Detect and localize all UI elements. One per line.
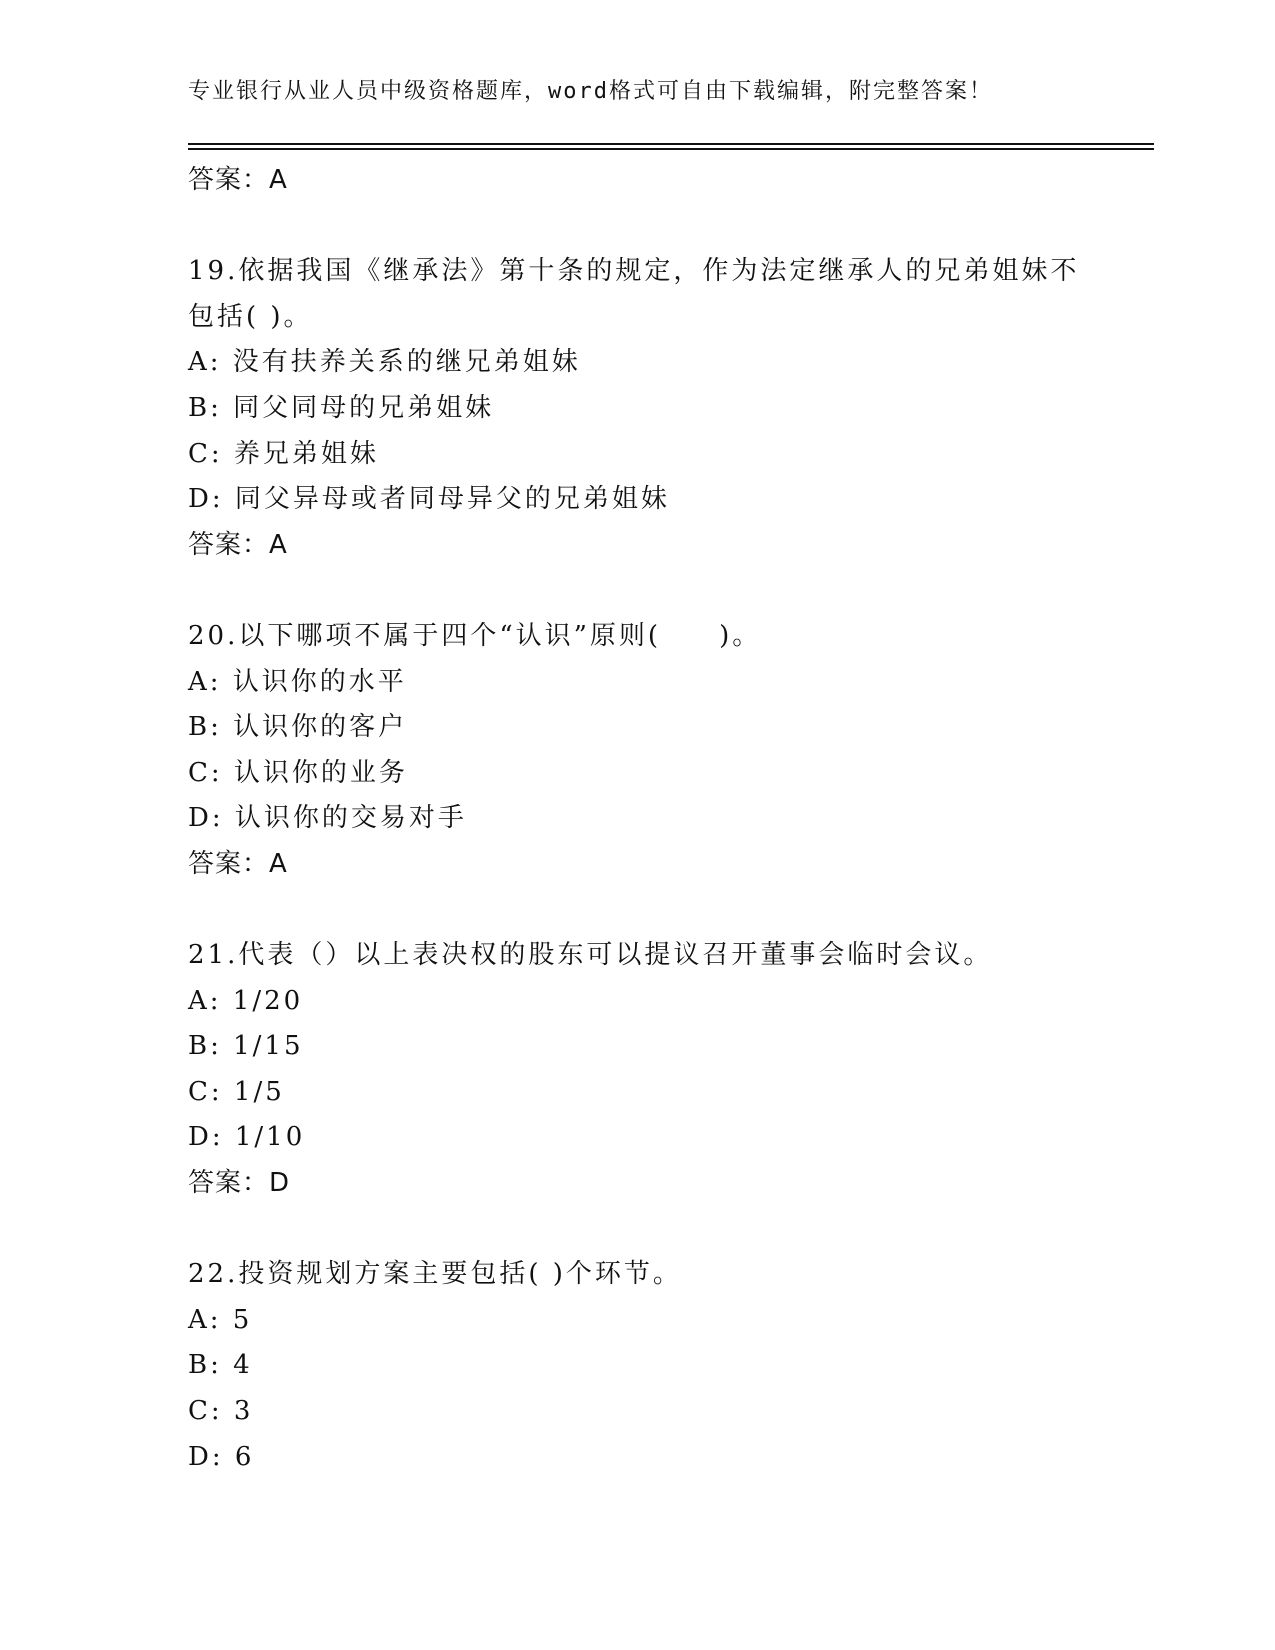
header-divider-top [188,143,1154,145]
question-content [188,158,1128,1480]
question-block [188,614,1128,888]
question-block [188,249,1128,568]
option-b: B: 同父同母的兄弟姐妹 [188,392,495,423]
option-a: A: 5 [188,1304,253,1335]
option-d: D: 6 [188,1441,255,1472]
option-b: B: 4 [188,1350,253,1381]
option-a: A: 没有扶养关系的继兄弟姐妹 [188,347,581,378]
option-c: C: 认识你的业务 [188,757,408,788]
answer: 答案：A [188,848,288,879]
option-b: B: 认识你的客户 [188,712,408,743]
option-a: A: 1/20 [188,985,304,1016]
question-stem: 包括( )。 [188,301,313,332]
option-b: B: 1/15 [188,1031,304,1062]
question-stem: 20.以下哪项不属于四个“认识”原则( )。 [188,620,762,651]
answer: 答案：D [188,1168,291,1199]
spacer [188,888,1128,934]
spacer [188,204,1128,250]
question-stem: 19.依据我国《继承法》第十条的规定，作为法定继承人的兄弟姐妹不 [188,256,1080,287]
option-c: C: 养兄弟姐妹 [188,438,379,469]
spacer [188,568,1128,614]
question-stem: 22.投资规划方案主要包括( )个环节。 [188,1259,682,1290]
answer: 答案：A [188,529,288,560]
header-divider-bottom [188,148,1154,150]
option-d: D: 同父异母或者同母异父的兄弟姐妹 [188,484,670,515]
spacer [188,1207,1128,1253]
option-d: D: 认识你的交易对手 [188,803,467,834]
page-header: 专业银行从业人员中级资格题库，word格式可自由下载编辑，附完整答案！ [188,79,993,104]
question-block [188,933,1128,1207]
option-d: D: 1/10 [188,1122,306,1153]
question-block [188,1252,1128,1480]
option-c: C: 3 [188,1396,254,1427]
previous-answer: 答案：A [188,165,288,195]
option-c: C: 1/5 [188,1076,285,1107]
option-a: A: 认识你的水平 [188,666,407,697]
question-stem: 21.代表（）以上表决权的股东可以提议召开董事会临时会议。 [188,940,993,971]
